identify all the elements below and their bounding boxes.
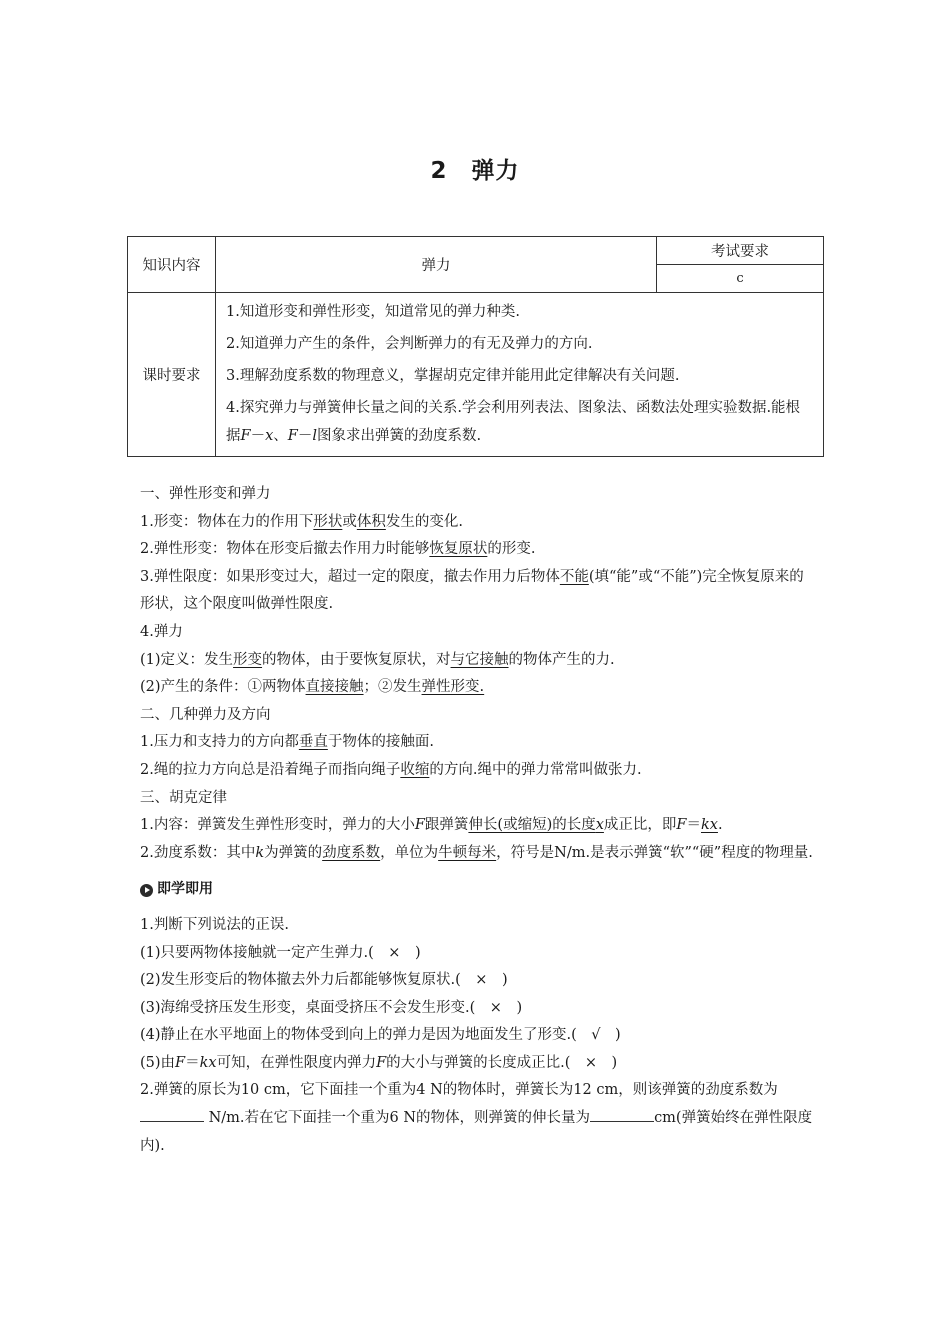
question: 1.判断下列说法的正误. [140, 916, 289, 933]
exam-level: c [657, 265, 824, 293]
paragraph: 1.内容：弹簧发生弹性形变时，弹力的大小F跟弹簧伸长(或缩短)的长度x成正比，即F＝kx. [140, 817, 723, 834]
requirements-table [127, 236, 824, 457]
section-heading: 二、几种弹力及方向 [140, 706, 271, 723]
paragraph: 1.形变：物体在力的作用下形状或体积发生的变化. [140, 513, 463, 530]
section-heading: 一、弹性形变和弹力 [140, 486, 271, 502]
paragraph: (1)定义：发生形变的物体，由于要恢复原状，对与它接触的物体产生的力. [140, 651, 615, 668]
play-icon [140, 884, 153, 897]
question-item: (3)海绵受挤压发生形变，桌面受挤压不会发生形变.( × ) [140, 999, 523, 1016]
knowledge-value: 弹力 [216, 237, 657, 293]
lesson-content [140, 481, 815, 1160]
question-item: (4)静止在水平地面上的物体受到向上的弹力是因为地面发生了形变.( √ ) [140, 1027, 621, 1044]
practice-badge [140, 876, 815, 904]
answer-blank[interactable] [140, 1107, 204, 1122]
paragraph: 3.弹性限度：如果形变过大，超过一定的限度，撤去作用力后物体不能(填“能”或“不能”)完全恢复原来的形状，这个限度叫做弹性限度. [140, 568, 804, 613]
knowledge-label: 知识内容 [128, 237, 216, 293]
question-item: (2)发生形变后的物体撤去外力后都能够恢复原状.( × ) [140, 972, 508, 989]
question: 2.弹簧的原长为10 cm，它下面挂一个重为4 N的物体时，弹簧长为12 cm，则该弹簧的劲度系数为 N/m.若在它下面挂一个重为6 N的物体，则弹簧的伸长量为 cm(弹簧始终在弹性限度内). [140, 1082, 813, 1154]
requirement-item: 2.知道弹力产生的条件，会判断弹力的有无及弹力的方向. [226, 336, 593, 352]
paragraph: 2.绳的拉力方向总是沿着绳子而指向绳子收缩的方向.绳中的弹力常常叫做张力. [140, 761, 642, 778]
practice-badge-label: 即学即用 [157, 881, 213, 898]
paragraph: 2.弹性形变：物体在形变后撤去作用力时能够恢复原状的形变. [140, 541, 536, 558]
requirement-item: 3.理解劲度系数的物理意义，掌握胡克定律并能用此定律解决有关问题. [226, 368, 680, 384]
paragraph: 2.劲度系数：其中k为弹簧的劲度系数，单位为牛顿每米，符号是N/m.是表示弹簧“软”“硬”程度的物理量. [140, 844, 813, 861]
answer-blank[interactable] [590, 1107, 654, 1122]
paragraph: (2)产生的条件：①两物体直接接触；②发生弹性形变. [140, 679, 485, 696]
exam-label: 考试要求 [657, 237, 824, 265]
requirement-item: 4.探究弹力与弹簧伸长量之间的关系.学会利用列表法、图象法、函数法处理实验数据.能根据F－x、F－l图象求出弹簧的劲度系数. [226, 400, 801, 444]
course-requirements [216, 293, 824, 457]
section-heading: 三、胡克定律 [140, 789, 227, 806]
question-item: (1)只要两物体接触就一定产生弹力.( × ) [140, 944, 421, 961]
paragraph: 1.压力和支持力的方向都垂直于物体的接触面. [140, 734, 434, 751]
page-title: 2 弹力 [430, 158, 520, 184]
course-label: 课时要求 [128, 293, 216, 457]
question-item: (5)由F＝kx可知，在弹性限度内弹力F的大小与弹簧的长度成正比.( × ) [140, 1054, 618, 1071]
paragraph: 4.弹力 [140, 623, 183, 640]
requirement-item: 1.知道形变和弹性形变，知道常见的弹力种类. [226, 304, 520, 320]
